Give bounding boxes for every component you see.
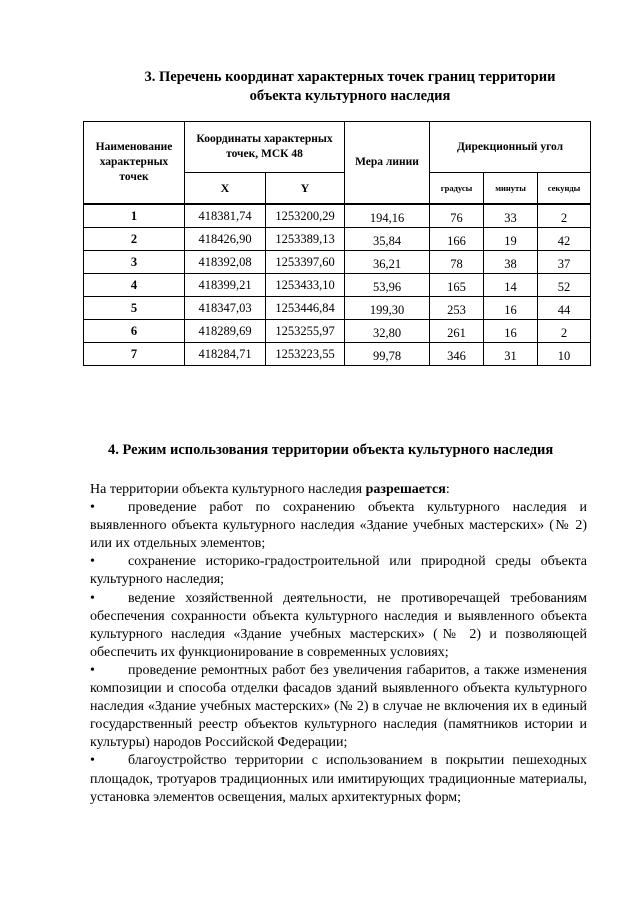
list-item [90, 662, 587, 752]
cell-degrees: 165 [430, 274, 484, 297]
header-minutes: минуты [484, 173, 538, 205]
cell-y: 1253255,97 [266, 320, 345, 343]
section-3-heading [90, 68, 610, 106]
cell-y: 1253223,55 [266, 343, 345, 366]
cell-degrees: 253 [430, 297, 484, 320]
cell-point-number: 3 [84, 251, 185, 274]
bullet-icon: • [90, 500, 95, 516]
list-item [90, 752, 587, 806]
intro-paragraph [90, 481, 587, 499]
cell-minutes: 16 [484, 297, 538, 320]
cell-line-length: 36,21 [345, 251, 430, 274]
cell-degrees: 166 [430, 228, 484, 251]
cell-y: 1253446,84 [266, 297, 345, 320]
section-3-heading-line2: объекта культурного наследия [249, 88, 451, 104]
intro-bold: разрешается [365, 482, 446, 497]
list-item-text: благоустройство территории с использованием в покрытии пешеходных площадок, тротуаров традиционных или имитирующих традиционные материалы, установка элементов освещения, малых архитектурных форм; [90, 753, 587, 805]
list-item [90, 499, 587, 553]
cell-seconds: 42 [538, 228, 591, 251]
cell-degrees: 346 [430, 343, 484, 366]
cell-minutes: 31 [484, 343, 538, 366]
cell-minutes: 19 [484, 228, 538, 251]
coordinates-table [83, 121, 591, 366]
cell-x: 418381,74 [185, 204, 266, 228]
header-seconds: секунды [538, 173, 591, 205]
cell-point-number: 7 [84, 343, 185, 366]
bullet-icon: • [90, 662, 95, 678]
cell-minutes: 33 [484, 204, 538, 228]
permitted-list [90, 499, 587, 807]
cell-line-length: 53,96 [345, 274, 430, 297]
cell-line-length: 199,30 [345, 297, 430, 320]
section-4-heading: 4. Режим использования территории объекта культурного наследия [108, 442, 554, 458]
header-coordinates: Координаты характерных точек, МСК 48 [185, 122, 345, 173]
cell-seconds: 37 [538, 251, 591, 274]
list-item [90, 590, 587, 662]
header-y: Y [266, 173, 345, 205]
cell-y: 1253200,29 [266, 204, 345, 228]
header-point-name: Наименование характерных точек [84, 122, 185, 205]
table-row [84, 228, 591, 251]
cell-minutes: 16 [484, 320, 538, 343]
cell-point-number: 4 [84, 274, 185, 297]
list-item-text: проведение работ по сохранению объекта культурного наследия и выявленного объекта культурного наследия «Здание учебных мастерских» (№ 2) или их отдельных элементов; [90, 500, 587, 552]
cell-seconds: 10 [538, 343, 591, 366]
cell-seconds: 2 [538, 204, 591, 228]
cell-line-length: 32,80 [345, 320, 430, 343]
cell-x: 418426,90 [185, 228, 266, 251]
cell-y: 1253389,13 [266, 228, 345, 251]
section-3-heading-line1: 3. Перечень координат характерных точек границ территории [144, 69, 556, 85]
coordinates-table-body [84, 204, 591, 366]
list-item-text: ведение хозяйственной деятельности, не противоречащей требованиям обеспечения сохранности объекта культурного наследия и выявленного объекта культурного наследия «Здание учебных мастерских» (№ 2) и позволяющей обеспечить их функционирование в современных условиях; [90, 590, 587, 660]
cell-x: 418284,71 [185, 343, 266, 366]
cell-x: 418392,08 [185, 251, 266, 274]
table-row [84, 320, 591, 343]
bullet-icon: • [90, 554, 95, 570]
table-row [84, 204, 591, 228]
list-item [90, 553, 587, 589]
cell-degrees: 78 [430, 251, 484, 274]
list-item-text: проведение ремонтных работ без увеличения габаритов, а также изменения композиции и способа отделки фасадов зданий выявленного объекта культурного наследия «Здание учебных мастерских» (№ 2) в случае не включения их в единый государственный реестр объектов культурного наследия (памятников истории и культуры) народов Российской Федерации; [90, 662, 587, 751]
cell-minutes: 38 [484, 251, 538, 274]
cell-degrees: 261 [430, 320, 484, 343]
cell-point-number: 6 [84, 320, 185, 343]
list-item-text: сохранение историко-градостроительной или природной среды объекта культурного наследия; [90, 554, 587, 588]
header-line-length: Мера линии [345, 122, 430, 205]
cell-y: 1253433,10 [266, 274, 345, 297]
table-row [84, 297, 591, 320]
cell-x: 418289,69 [185, 320, 266, 343]
intro-end: : [445, 482, 450, 497]
cell-point-number: 2 [84, 228, 185, 251]
cell-x: 418347,03 [185, 297, 266, 320]
header-direction-angle: Дирекционный угол [430, 122, 591, 173]
table-row [84, 251, 591, 274]
cell-x: 418399,21 [185, 274, 266, 297]
cell-seconds: 2 [538, 320, 591, 343]
bullet-icon: • [90, 753, 95, 769]
cell-point-number: 1 [84, 204, 185, 228]
cell-seconds: 44 [538, 297, 591, 320]
bullet-icon: • [90, 590, 95, 606]
section-4-body [90, 481, 587, 807]
table-row [84, 274, 591, 297]
table-row [84, 343, 591, 366]
cell-line-length: 99,78 [345, 343, 430, 366]
cell-degrees: 76 [430, 204, 484, 228]
cell-line-length: 194,16 [345, 204, 430, 228]
intro-text: На территории объекта культурного наследия [90, 482, 366, 497]
header-degrees: градусы [430, 173, 484, 205]
cell-seconds: 52 [538, 274, 591, 297]
cell-line-length: 35,84 [345, 228, 430, 251]
header-x: X [185, 173, 266, 205]
cell-minutes: 14 [484, 274, 538, 297]
cell-y: 1253397,60 [266, 251, 345, 274]
cell-point-number: 5 [84, 297, 185, 320]
